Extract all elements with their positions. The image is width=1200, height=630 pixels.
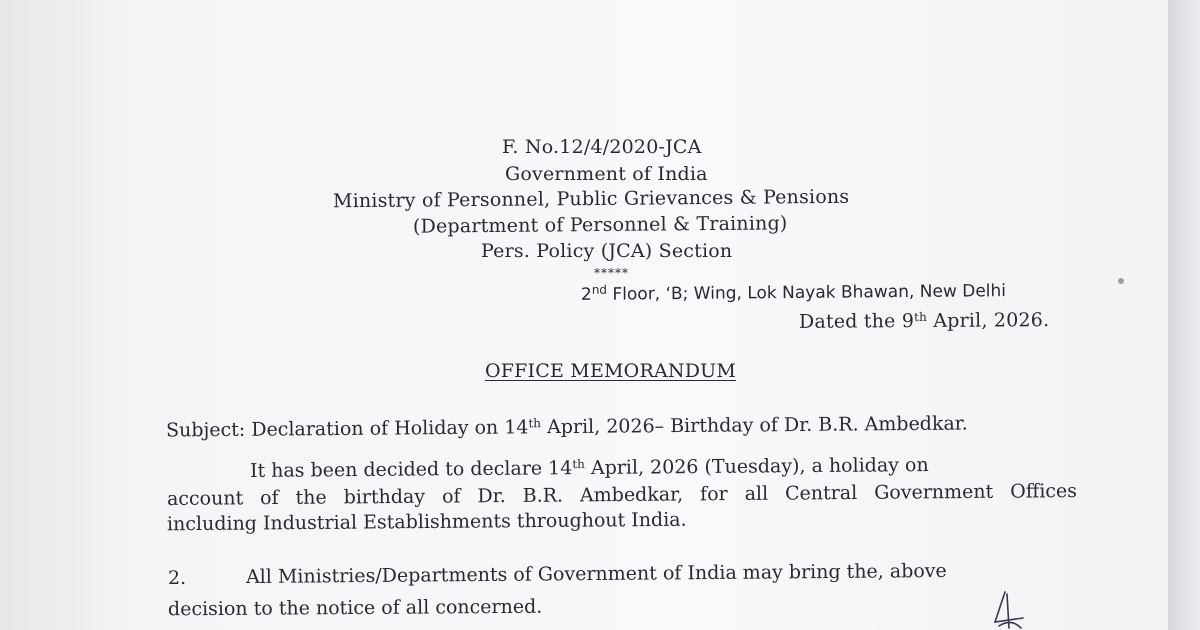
government-name: Government of India bbox=[505, 163, 708, 185]
para1-line2: account of the birthday of Dr. B.R. Ambedkar, for all Central Government Offices bbox=[166, 480, 1078, 510]
office-address bbox=[581, 281, 1006, 305]
para1-line1-sup: th bbox=[572, 457, 585, 472]
para1-line1-suffix: April, 2026 (Tuesday), a holiday on bbox=[584, 454, 929, 480]
subject-sup: th bbox=[528, 416, 542, 431]
para2-number: 2. bbox=[168, 567, 187, 589]
memo-title: OFFICE MEMORANDUM bbox=[485, 360, 737, 382]
page-edge-shadow bbox=[1168, 0, 1200, 630]
separator-stars: ***** bbox=[594, 266, 629, 280]
signature-mark bbox=[985, 588, 1035, 630]
date-prefix: Dated the 9 bbox=[798, 310, 915, 333]
department-name: (Department of Personnel & Training) bbox=[412, 212, 788, 238]
ink-speck bbox=[1118, 278, 1124, 284]
address-floor-number: 2 bbox=[580, 284, 592, 305]
address-floor-suffix: nd bbox=[591, 282, 608, 297]
date-suffix-sup: th bbox=[914, 309, 928, 325]
subject-prefix: Subject: Declaration of Holiday on 14 bbox=[165, 416, 529, 442]
section-name: Pers. Policy (JCA) Section bbox=[481, 240, 733, 262]
para2-line1: All Ministries/Departments of Government of India may bring the, above bbox=[245, 559, 947, 589]
ministry-name: Ministry of Personnel, Public Grievances & Pensions bbox=[332, 185, 850, 213]
address-text: Floor, ‘B; Wing, Lok Nayak Bhawan, New Delhi bbox=[606, 281, 1007, 305]
para1-line1-prefix: It has been decided to declare 14 bbox=[249, 457, 573, 482]
para1-line3: including Industrial Establishments throughout India. bbox=[166, 508, 687, 536]
file-number: F. No.12/4/2020-JCA bbox=[502, 136, 702, 158]
subject-suffix: April, 2026– Birthday of Dr. B.R. Ambedkar. bbox=[540, 412, 968, 439]
memo-date bbox=[799, 309, 1049, 333]
date-suffix: April, 2026. bbox=[926, 309, 1050, 332]
para2-line2: decision to the notice of all concerned. bbox=[167, 595, 543, 621]
